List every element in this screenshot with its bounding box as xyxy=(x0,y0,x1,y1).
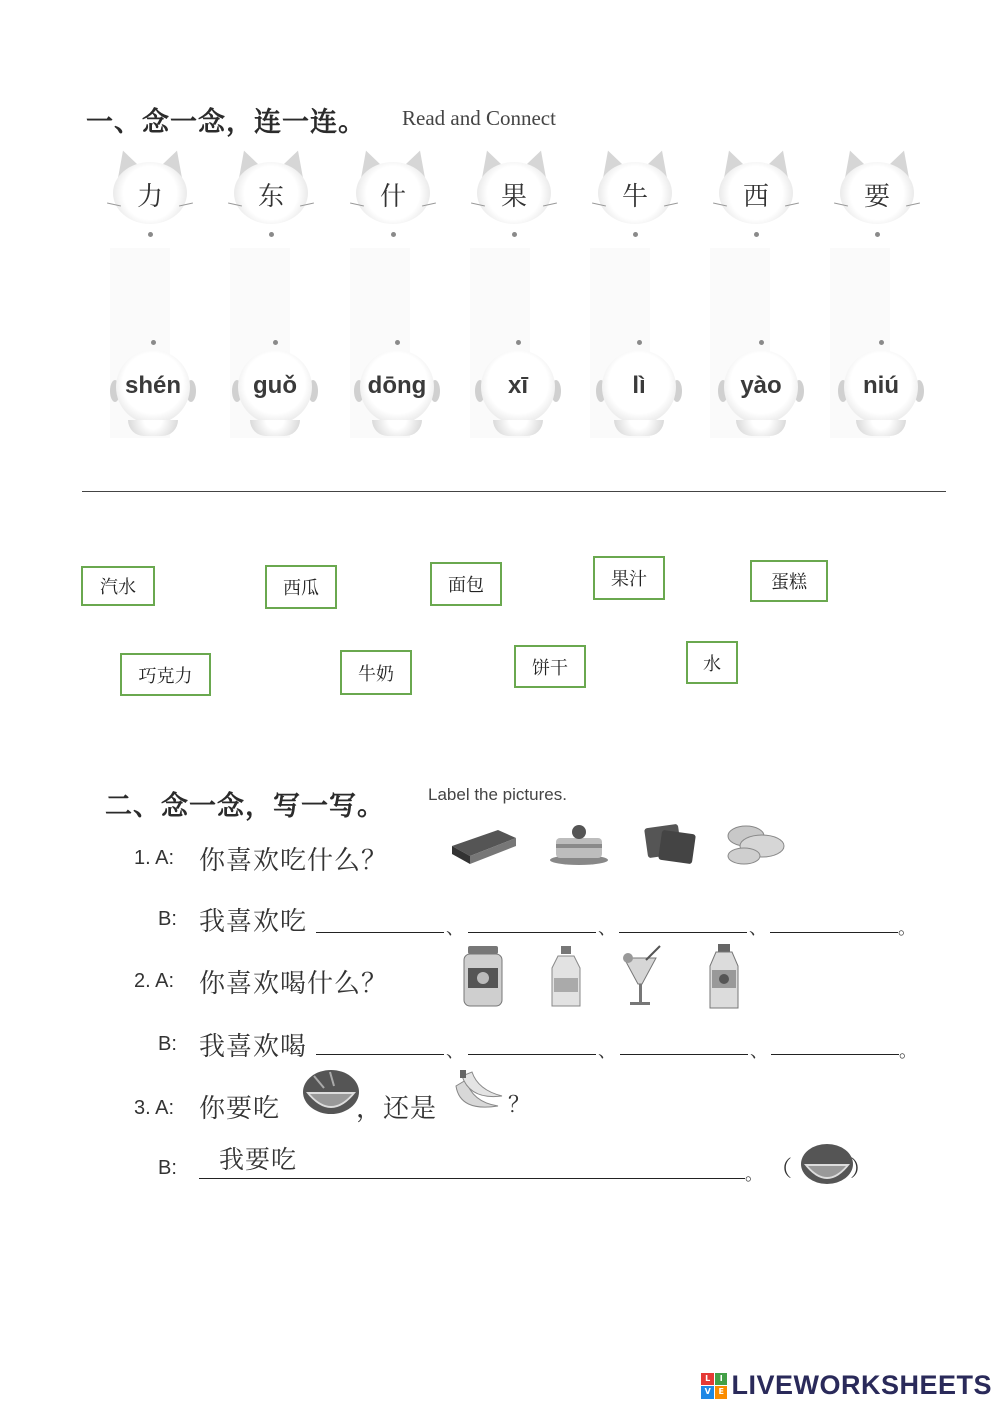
connect-dot[interactable] xyxy=(875,232,880,237)
character-label: 要 xyxy=(863,182,890,212)
separator: 、 xyxy=(446,1041,464,1062)
q3-question-end: ？ xyxy=(508,1093,532,1118)
separator: 、 xyxy=(598,918,616,939)
word-box[interactable]: 饼干 xyxy=(514,645,586,688)
character-label: 西 xyxy=(742,182,769,212)
pinyin-card[interactable] xyxy=(836,344,926,444)
chick-feet-icon xyxy=(736,420,786,436)
q3-question-part1: 你要吃 xyxy=(199,1094,281,1124)
paren-close: ） xyxy=(850,1157,874,1182)
pinyin-label: dōng xyxy=(367,372,427,399)
character-card[interactable] xyxy=(713,150,799,240)
chick-feet-icon xyxy=(493,420,543,436)
logo-letter: V xyxy=(701,1386,714,1399)
pinyin-label: guǒ xyxy=(253,372,297,399)
connect-dot[interactable] xyxy=(512,232,517,237)
answer-blank[interactable] xyxy=(316,932,444,933)
connect-dot[interactable] xyxy=(391,232,396,237)
cake-icon xyxy=(548,822,610,868)
logo-letter: E xyxy=(715,1386,728,1399)
character-card[interactable] xyxy=(350,150,436,240)
pinyin-card[interactable] xyxy=(352,344,442,444)
q2-question: 你喜欢喝什么？ xyxy=(199,969,389,999)
separator: 、 xyxy=(598,1041,616,1062)
chick-feet-icon xyxy=(856,420,906,436)
milk-jar-icon xyxy=(460,944,506,1010)
q1-question: 你喜欢吃什么？ xyxy=(199,846,389,876)
chick-feet-icon xyxy=(372,420,422,436)
q3-label-b: B: xyxy=(158,1157,177,1179)
pinyin-card[interactable] xyxy=(716,344,806,444)
brand-name: LIVEWORKSHEETS xyxy=(731,1370,992,1400)
pinyin-label: shén xyxy=(124,372,181,399)
pinyin-card[interactable] xyxy=(108,344,198,444)
word-box[interactable]: 蛋糕 xyxy=(750,560,828,602)
q2-answer-prefix: 我喜欢喝 xyxy=(199,1032,308,1062)
q3-label-a: 3. A: xyxy=(134,1097,175,1119)
chick-feet-icon xyxy=(128,420,178,436)
answer-blank[interactable] xyxy=(619,932,747,933)
pinyin-label: xī xyxy=(507,372,528,399)
juice-glass-icon xyxy=(616,944,666,1010)
character-label: 什 xyxy=(379,182,406,212)
end-mark: 。 xyxy=(898,918,916,939)
liveworksheets-logo[interactable] xyxy=(701,1370,992,1401)
character-card[interactable] xyxy=(834,150,920,240)
logo-letter: I xyxy=(715,1373,728,1386)
q1-label-a: 1. A: xyxy=(134,847,175,869)
answer-blank[interactable] xyxy=(770,932,898,933)
connect-dot[interactable] xyxy=(269,232,274,237)
soda-bottle-icon xyxy=(704,942,744,1012)
separator: 、 xyxy=(446,918,464,939)
word-box[interactable]: 西瓜 xyxy=(265,565,337,609)
water-bottle-icon xyxy=(548,944,584,1010)
watermelon-icon xyxy=(300,1066,362,1118)
biscuits-icon xyxy=(640,820,700,866)
word-box[interactable]: 牛奶 xyxy=(340,650,412,695)
answer-blank[interactable] xyxy=(771,1054,899,1055)
character-card[interactable] xyxy=(107,150,193,240)
connect-dot[interactable] xyxy=(754,232,759,237)
character-card[interactable] xyxy=(471,150,557,240)
separator: 、 xyxy=(749,918,767,939)
section2-subtitle: Label the pictures. xyxy=(428,785,567,804)
end-mark: 。 xyxy=(899,1041,917,1062)
logo-mark-icon xyxy=(701,1373,727,1399)
character-card[interactable] xyxy=(228,150,314,240)
character-label: 东 xyxy=(257,182,284,212)
answer-blank[interactable] xyxy=(199,1178,745,1179)
watermelon-icon xyxy=(798,1140,856,1188)
section2-title: 二、念一念，写一写。 xyxy=(105,791,385,822)
character-label: 力 xyxy=(136,182,163,212)
connect-dot[interactable] xyxy=(148,232,153,237)
word-box[interactable]: 水 xyxy=(686,641,738,684)
word-box[interactable]: 面包 xyxy=(430,562,502,606)
paren-open: （ xyxy=(770,1157,794,1182)
q1-label-b: B: xyxy=(158,908,177,930)
section1-title: 一、念一念，连一连。 xyxy=(86,107,366,138)
answer-blank[interactable] xyxy=(620,1054,748,1055)
pinyin-card[interactable] xyxy=(594,344,684,444)
pinyin-card[interactable] xyxy=(473,344,563,444)
character-card[interactable] xyxy=(592,150,678,240)
character-label: 牛 xyxy=(621,182,648,212)
q3-answer-prefix: 我要吃 xyxy=(219,1145,298,1174)
chick-feet-icon xyxy=(614,420,664,436)
connect-dot[interactable] xyxy=(633,232,638,237)
pinyin-card[interactable] xyxy=(230,344,320,444)
q1-answer-prefix: 我喜欢吃 xyxy=(199,907,308,937)
answer-blank[interactable] xyxy=(468,932,596,933)
separator: 、 xyxy=(750,1041,768,1062)
word-box[interactable]: 果汁 xyxy=(593,556,665,600)
answer-blank[interactable] xyxy=(468,1054,596,1055)
pinyin-label: lì xyxy=(632,372,646,399)
q3-question-part2: ，还是 xyxy=(356,1094,438,1124)
end-mark: 。 xyxy=(745,1164,763,1185)
logo-letter: L xyxy=(701,1373,714,1386)
character-label: 果 xyxy=(500,182,527,212)
q2-label-b: B: xyxy=(158,1033,177,1055)
q2-label-a: 2. A: xyxy=(134,970,175,992)
pinyin-label: niú xyxy=(863,372,899,399)
section1-subtitle: Read and Connect xyxy=(402,106,556,130)
word-box[interactable]: 汽水 xyxy=(81,566,155,606)
chick-feet-icon xyxy=(250,420,300,436)
chocolate-icon xyxy=(448,826,520,868)
banana-icon xyxy=(450,1066,506,1116)
word-box[interactable]: 巧克力 xyxy=(120,653,211,696)
answer-blank[interactable] xyxy=(316,1054,444,1055)
bread-icon xyxy=(722,822,788,868)
pinyin-label: yào xyxy=(740,372,782,399)
divider-line xyxy=(82,491,946,492)
